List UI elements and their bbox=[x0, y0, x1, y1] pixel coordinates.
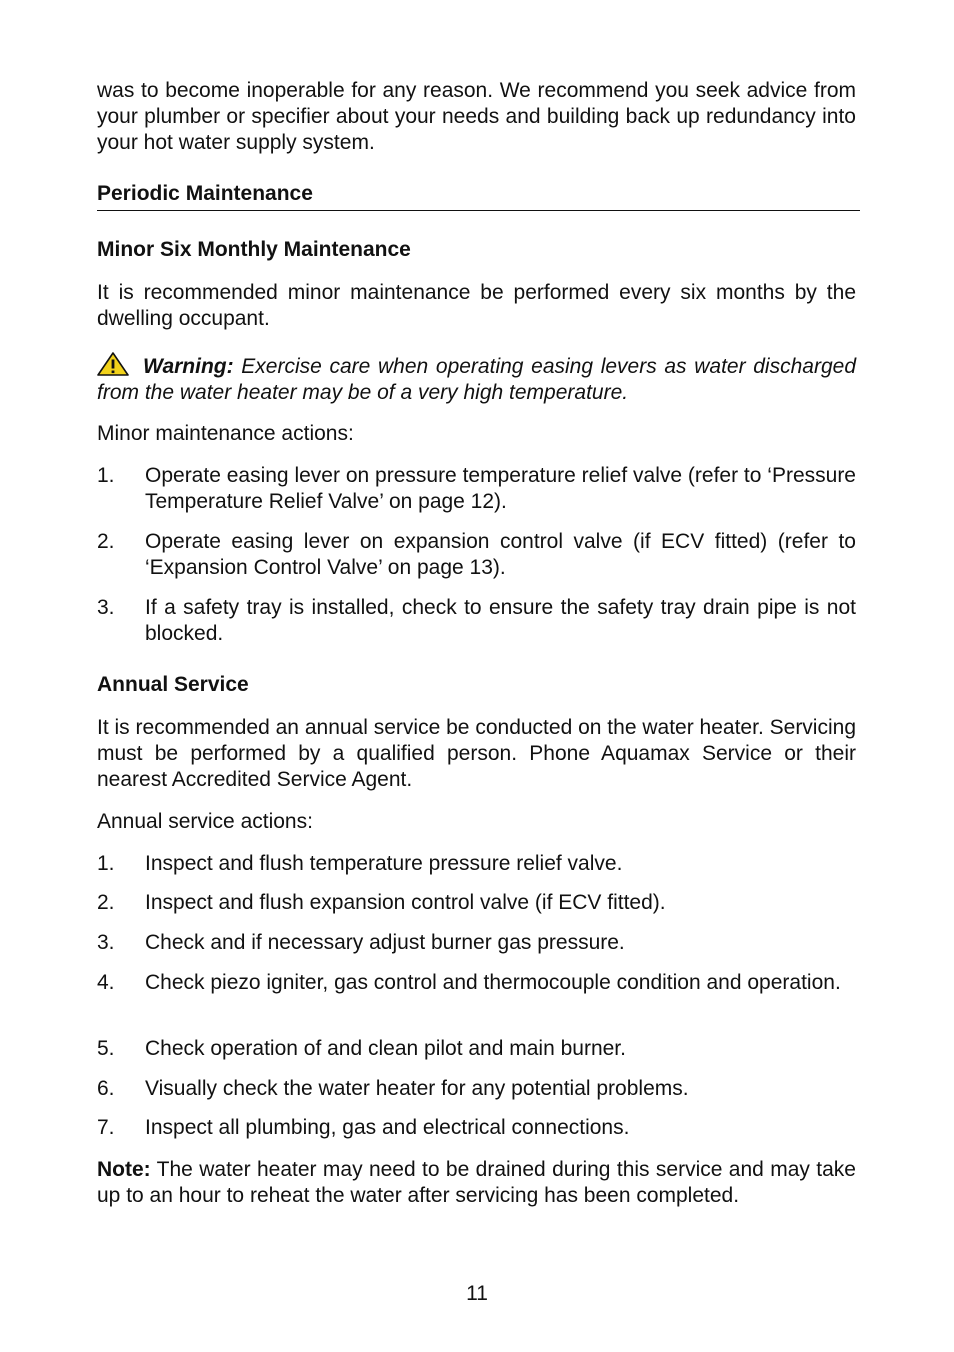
warning-text: Exercise care when operating easing levers as water discharged from the water heater may be of a very high temperature. bbox=[97, 355, 856, 404]
minor-actions-label-text: Minor maintenance actions: bbox=[97, 422, 354, 445]
list-number: 5. bbox=[97, 1037, 115, 1060]
list-item bbox=[97, 1076, 856, 1102]
list-number: 1. bbox=[97, 852, 115, 875]
annual-action-item bbox=[97, 930, 856, 956]
list-item bbox=[97, 1115, 856, 1141]
note-label: Note: bbox=[97, 1158, 151, 1181]
list-number: 1. bbox=[97, 464, 115, 487]
minor-action-item bbox=[97, 529, 856, 581]
annual-service-heading bbox=[97, 672, 856, 698]
annual-actions-label bbox=[97, 809, 856, 835]
warning-paragraph bbox=[97, 352, 856, 406]
minor-maintenance-heading bbox=[97, 237, 856, 263]
list-text: Check piezo igniter, gas control and thermocouple condition and operation. bbox=[145, 971, 841, 994]
list-text: Operate easing lever on expansion control valve (if ECV fitted) (refer to ‘Expansion Control Valve’ on page 13). bbox=[145, 530, 856, 579]
list-item bbox=[97, 1036, 856, 1062]
list-item bbox=[97, 463, 856, 515]
annual-actions-label-text: Annual service actions: bbox=[97, 810, 313, 833]
list-text: Operate easing lever on pressure temperature relief valve (refer to ‘Pressure Temperature Relief Valve’ on page 12). bbox=[145, 464, 856, 513]
annual-action-item bbox=[97, 1115, 856, 1141]
minor-actions-label bbox=[97, 421, 856, 447]
annual-action-item bbox=[97, 970, 856, 996]
list-number: 3. bbox=[97, 931, 115, 954]
section-heading: Periodic Maintenance bbox=[97, 182, 313, 205]
annual-service-paragraph bbox=[97, 715, 856, 793]
warning-label: Warning: bbox=[143, 355, 234, 378]
annual-action-item bbox=[97, 851, 856, 877]
list-text: Check operation of and clean pilot and main burner. bbox=[145, 1037, 626, 1060]
minor-maintenance-text: It is recommended minor maintenance be performed every six months by the dwelling occupant. bbox=[97, 281, 856, 330]
intro-paragraph bbox=[97, 78, 856, 156]
list-item bbox=[97, 890, 856, 916]
warning-block bbox=[97, 352, 856, 406]
list-number: 4. bbox=[97, 971, 115, 994]
list-item bbox=[97, 529, 856, 581]
list-text: If a safety tray is installed, check to ensure the safety tray drain pipe is not blocked. bbox=[145, 596, 856, 645]
list-number: 2. bbox=[97, 530, 115, 553]
section-divider bbox=[97, 210, 860, 211]
subsection-heading: Annual Service bbox=[97, 673, 249, 696]
annual-action-item bbox=[97, 1036, 856, 1062]
list-number: 3. bbox=[97, 596, 115, 619]
warning-triangle-icon bbox=[97, 352, 129, 376]
page-number: 11 bbox=[466, 1282, 488, 1305]
list-text: Inspect and flush expansion control valve (if ECV fitted). bbox=[145, 891, 666, 914]
list-text: Inspect and flush temperature pressure relief valve. bbox=[145, 852, 623, 875]
list-item bbox=[97, 595, 856, 647]
list-text: Visually check the water heater for any potential problems. bbox=[145, 1077, 689, 1100]
annual-service-text: It is recommended an annual service be conducted on the water heater. Servicing must be performed by a qualified person. Phone Aquamax Service or their nearest Accredited Service Agent. bbox=[97, 716, 856, 791]
minor-action-item bbox=[97, 595, 856, 647]
minor-action-item bbox=[97, 463, 856, 515]
list-number: 2. bbox=[97, 891, 115, 914]
periodic-maintenance-heading bbox=[97, 181, 856, 207]
list-item bbox=[97, 970, 856, 996]
list-text: Inspect all plumbing, gas and electrical connections. bbox=[145, 1116, 630, 1139]
note-paragraph bbox=[97, 1157, 856, 1209]
intro-text: was to become inoperable for any reason. We recommend you seek advice from your plumber or specifier about your needs and building back up redundancy into your hot water supply system. bbox=[97, 79, 856, 154]
annual-action-item bbox=[97, 890, 856, 916]
list-number: 6. bbox=[97, 1077, 115, 1100]
subsection-heading: Minor Six Monthly Maintenance bbox=[97, 238, 411, 261]
list-text: Check and if necessary adjust burner gas pressure. bbox=[145, 931, 625, 954]
note-block bbox=[97, 1157, 856, 1209]
list-item bbox=[97, 851, 856, 877]
note-text: The water heater may need to be drained during this service and may take up to an hour to reheat the water after servicing has been completed. bbox=[97, 1158, 856, 1207]
list-item bbox=[97, 930, 856, 956]
list-number: 7. bbox=[97, 1116, 115, 1139]
minor-maintenance-paragraph bbox=[97, 280, 856, 332]
annual-action-item bbox=[97, 1076, 856, 1102]
